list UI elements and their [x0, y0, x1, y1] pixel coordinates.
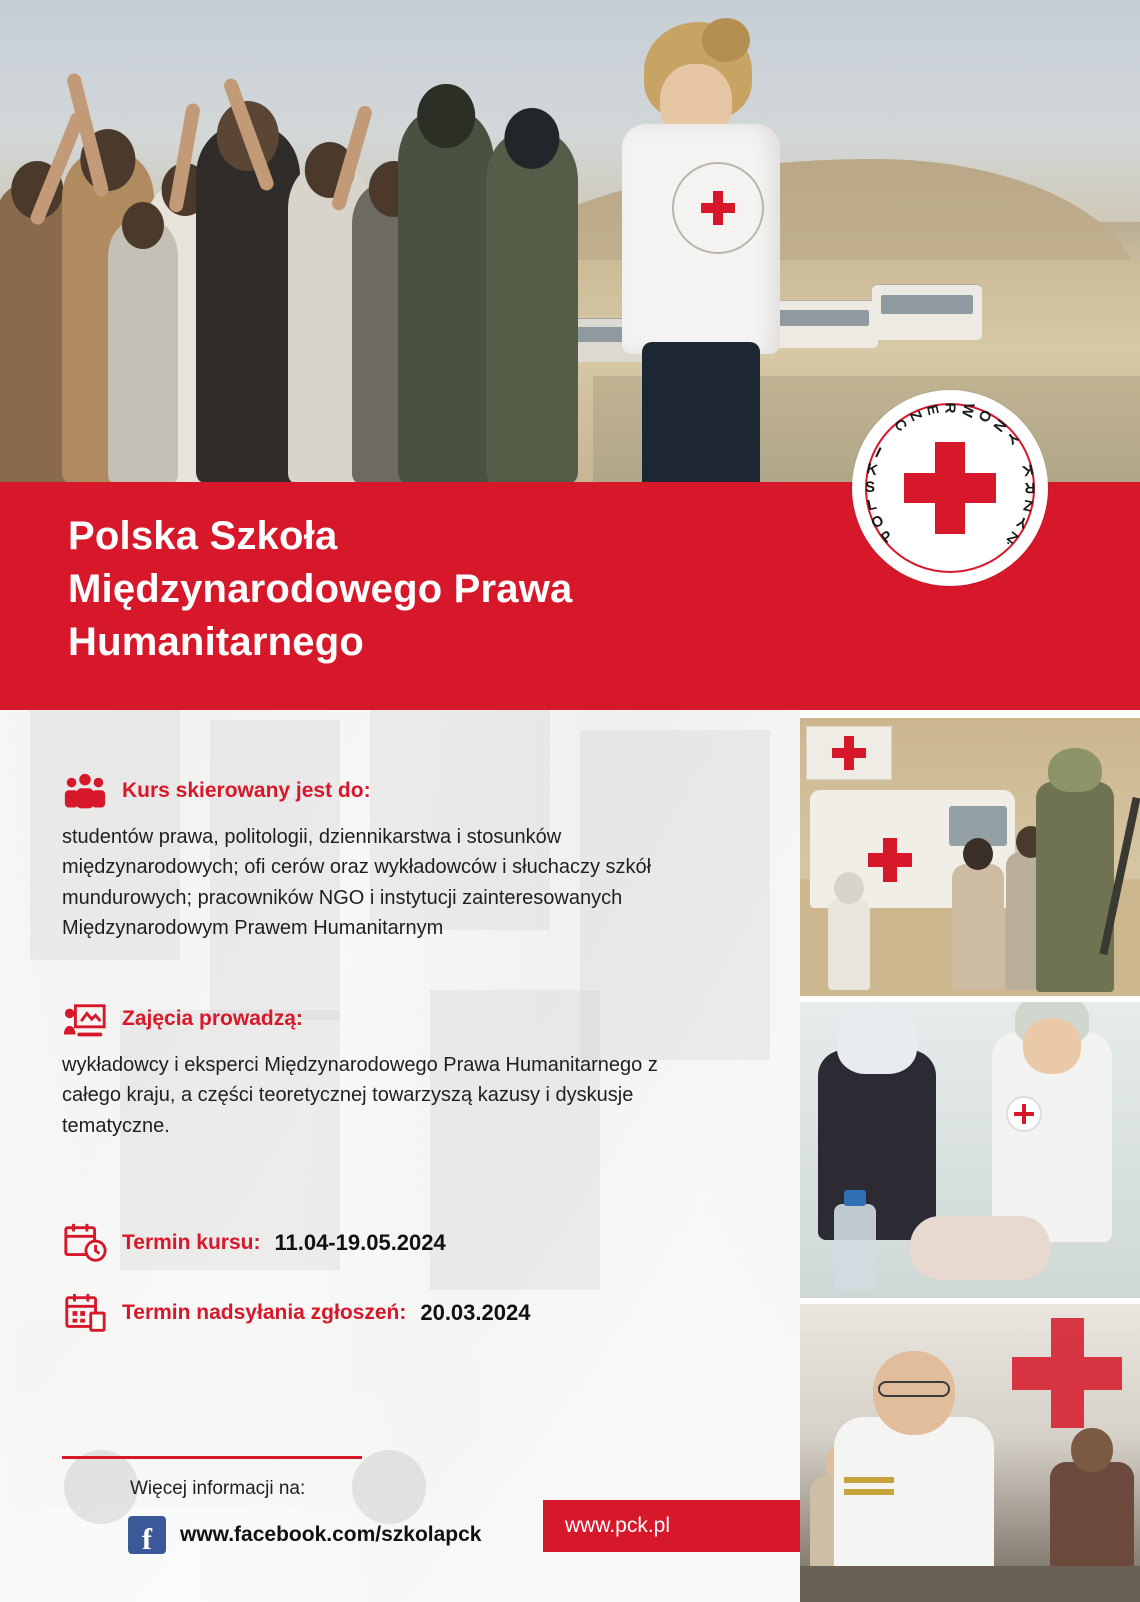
website-bar[interactable] [543, 1500, 800, 1552]
photo-bottle [834, 1204, 876, 1290]
application-deadline-label: Termin nadsyłania zgłoszeń: [122, 1301, 407, 1324]
emblem-ring-letter: R [1024, 478, 1036, 496]
application-deadline-row [62, 1290, 530, 1336]
crowd-figure [108, 220, 178, 482]
emblem-ring-letter: S [864, 478, 876, 496]
course-dates-row [62, 1220, 446, 1266]
title-band [0, 401, 1140, 710]
emblem-ring-letter: K [864, 460, 880, 480]
title-line-3: Humanitarnego [68, 619, 364, 664]
emblem-ring-letter: O [974, 406, 995, 425]
photo-armed-guard [1036, 782, 1114, 992]
emblem-ring-letter: E [922, 403, 942, 417]
page-title [68, 510, 573, 668]
website-url[interactable]: www.pck.pl [565, 1514, 671, 1537]
photo-aid-distribution [800, 718, 1140, 996]
emblem-ring-letter: I [872, 444, 884, 462]
section-lecturers [62, 1000, 682, 1141]
emblem-ring-letter: Ż [1004, 527, 1022, 547]
emblem-ring-letter: Z [1021, 495, 1035, 515]
course-dates-value: 11.04-19.05.2024 [274, 1230, 446, 1255]
emblem-ring-letter: K [1020, 460, 1036, 480]
title-line-1: Polska Szkoła [68, 514, 338, 558]
facebook-icon[interactable]: f [128, 1516, 166, 1554]
application-deadline-value: 20.03.2024 [420, 1300, 531, 1325]
emblem-ring-letter: Y [1003, 428, 1022, 448]
title-line-2: Międzynarodowego Prawa [68, 566, 573, 611]
emblem-ring-letter: N [989, 415, 1010, 435]
facebook-url[interactable]: www.facebook.com/szkolapck [180, 1523, 482, 1546]
icrc-back-logo-icon [672, 162, 764, 254]
photo-table [800, 1566, 1140, 1602]
calendar-icon [62, 1290, 108, 1336]
pck-emblem [852, 390, 1048, 586]
red-cross-wall-icon [1012, 1318, 1122, 1428]
photo-column [800, 710, 1140, 1602]
photo-nurse [992, 1032, 1112, 1242]
pck-emblem-ring-text [855, 393, 1045, 583]
photo-person [952, 864, 1004, 990]
section-lecturers-title: Zajęcia prowadzą: [122, 1007, 303, 1030]
section-lecturers-text: wykładowcy i eksperci Międzynarodowego Prawa Humanitarnego z całego kraju, a części teoretycznej towarzyszą kazusy i dyskusje tematyczne. [62, 1054, 658, 1137]
photo-conference [800, 1304, 1140, 1602]
red-cross-delegate [598, 12, 798, 482]
audience-people-icon [62, 772, 108, 818]
hero-vehicle-2 [872, 284, 982, 340]
emblem-ring-letter: W [957, 401, 978, 419]
course-dates-label: Termin kursu: [122, 1231, 261, 1254]
photo-medical-care [800, 1002, 1140, 1298]
section-audience-text: studentów prawa, politologii, dziennikarstwa i stosunków międzynarodowych; ofi cerów oraz wykładowców i słuchaczy szkół mundurowych; pracowników NGO i instytucji zainteresowanych Międzynarodowym Prawem Humanitarnym [62, 826, 652, 940]
photo-person [828, 898, 870, 990]
crowd-figure [196, 126, 300, 482]
presentation-board-icon [62, 1000, 108, 1046]
emblem-ring-letter: R [941, 402, 959, 414]
emblem-ring-letter: Y [1014, 512, 1031, 532]
facebook-link[interactable] [128, 1516, 482, 1554]
emblem-ring-letter: P [877, 527, 897, 548]
crowd-officer [486, 132, 578, 482]
section-audience-title: Kurs skierowany jest do: [122, 779, 371, 802]
body-area [0, 710, 1140, 1602]
emblem-ring-letter: Z [905, 408, 926, 424]
emblem-ring-letter: O [868, 511, 887, 533]
photo-attendee [1050, 1462, 1134, 1572]
photo-baby [910, 1216, 1050, 1280]
red-cross-badge-icon [1006, 1096, 1042, 1132]
footer-divider [62, 1456, 362, 1459]
section-audience [62, 772, 722, 944]
red-cross-flag-icon [806, 726, 892, 780]
emblem-ring-letter: L [865, 495, 879, 515]
crowd-officer [398, 110, 494, 482]
calendar-clock-icon [62, 1220, 108, 1266]
content-column [0, 710, 800, 1602]
more-info-label: Więcej informacji na: [130, 1478, 306, 1499]
emblem-ring-letter: C [890, 415, 911, 435]
